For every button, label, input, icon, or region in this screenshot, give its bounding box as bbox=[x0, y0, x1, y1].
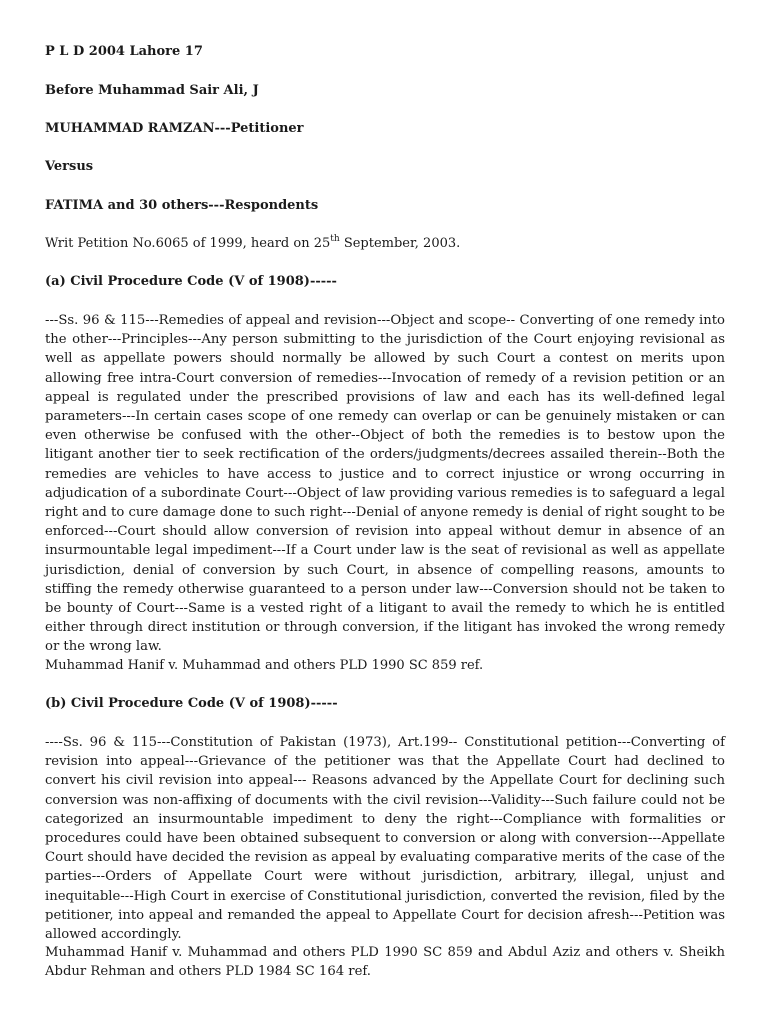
writ-petition-date: September, 2003. bbox=[339, 236, 461, 251]
section-b-reference: Muhammad Hanif v. Muhammad and others PLD 1990 SC 859 and Abdul Aziz and others v. Sheikh Abdur Rehman and others PLD 1984 SC 164 ref. bbox=[45, 945, 725, 980]
section-a-reference: Muhammad Hanif v. Muhammad and others PLD 1990 SC 859 ref. bbox=[45, 658, 484, 673]
petitioner-line: MUHAMMAD RAMZAN---Petitioner bbox=[45, 121, 304, 136]
ordinal-suffix: th bbox=[330, 234, 340, 244]
section-b-heading: (b) Civil Procedure Code (V of 1908)----- bbox=[45, 696, 338, 711]
respondents-line: FATIMA and 30 others---Respondents bbox=[45, 198, 319, 213]
section-b-body: ----Ss. 96 & 115---Constitution of Pakistan (1973), Art.199-- Constitutional petition---Converting of revision into appeal---Grievance of the petitioner was that the Appellate Court had declined to convert his civil revision into appeal--- Reasons advanced by the Appellate Court for declining such conversion was non-affixing of documents with the civil revision---Validity---Such failure could not be categorized an insurmountable impediment to deny the right---Compliance with formalities or procedures could have been obtained subsequent to conversion or along with conversion---Appellate Court should have decided the revision as appeal by evaluating comparative merits of the case of the parties---Orders of Appellate Court were without jurisdiction, arbitrary, illegal, unjust and inequitable---High Court in exercise of Constitutional jurisdiction, converted the revision, filed by the petitioner, into appeal and remanded the appeal to Appellate Court for decision afresh---Petition was allowed accordingly. bbox=[45, 735, 725, 943]
writ-petition-text: Writ Petition No.6065 of 1999, heard on 25 bbox=[45, 236, 331, 251]
versus-line: Versus bbox=[45, 159, 94, 174]
bench-line: Before Muhammad Sair Ali, J bbox=[45, 83, 259, 98]
section-a-body: ---Ss. 96 & 115---Remedies of appeal and revision---Object and scope-- Converting of one remedy into the other---Principles---Any person submitting to the jurisdiction of the Court enjoying revisional as well as appellate powers should normally be allowed by such Court a contest on merits upon allowing free intra-Court conversion of remedies---Invocation of remedy of a revision petition or an appeal is regulated under the prescribed provisions of law and each has its well-defined legal parameters---In certain cases scope of one remedy can overlap or can be genuinely mistaken or can even otherwise be confused with the other--Object of both the remedies is to bestow upon the litigant another tier to seek rectification of the orders/judgments/decrees assailed therein--Both the remedies are vehicles to have access to justice and to correct injustice or wrong occurring in adjudication of a subordinate Court---Object of law providing various remedies is to safeguard a legal right and to cure damage done to such right---Denial of anyone remedy is denial of right sought to be enforced---Court should allow conversion of revision into appeal without demur in absence of an insurmountable legal impediment---If a Court under law is the seat of revisional as well as appellate jurisdiction, denial of conversion by such Court, in absence of compelling reasons, amounts to stiffing the remedy otherwise guaranteed to a person under law---Conversion should not be taken to be bounty of Court---Same is a vested right of a litigant to avail the remedy to which he is entitled either through direct institution or through conversion, if the litigant has invoked the wrong remedy or the wrong law. bbox=[45, 313, 725, 655]
section-a-heading: (a) Civil Procedure Code (V of 1908)----- bbox=[45, 274, 337, 289]
writ-petition-line bbox=[45, 236, 460, 252]
case-citation: P L D 2004 Lahore 17 bbox=[45, 44, 203, 59]
